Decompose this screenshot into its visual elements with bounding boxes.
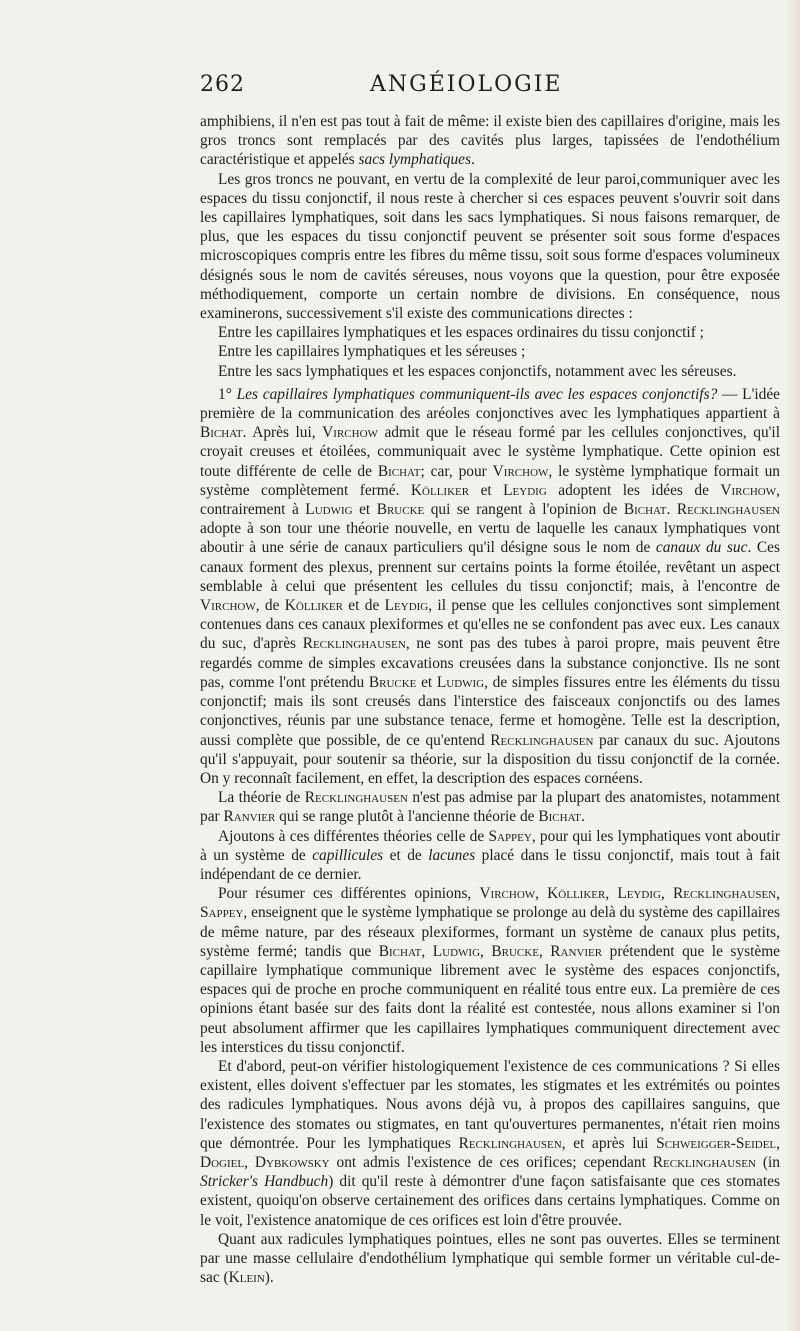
emphasis-text: Stricker's Handbuch	[200, 1173, 329, 1191]
body-text	[200, 112, 780, 1287]
emphasis-text: lacunes	[428, 846, 476, 864]
text-run: par canaux du suc. Ajoutons qu'il s'appuyait, pour soutenir sa théorie, sur la disposition du tissu conjonctif de la cornée. On y reconnaît facilement, en effet, la description des espaces cornéens.	[200, 731, 780, 787]
text-run: Les gros troncs ne pouvant, en vertu de la complexité de leur paroi,communiquer avec les espaces du tissu conjonctif, il nous reste à chercher si ces espaces peuvent s'ouvrir soit dans les capillaires lymphatiques, soit dans les sacs lymphatiques. Si nous faisons remarquer, de plus, que les espaces du tissu conjonctif peuvent se présenter soit sous forme d'espaces microscopiques compris entre les fibres du même tissu, soit sous forme d'espaces volumineux désignés sous le nom de cavités séreuses, nous voyons que la question, pour être exposée méthodiquement, comporte un certain nombre de divisions. En conséquence, nous examinerons, successivement s'il existe des communications directes :	[200, 170, 780, 323]
text-run: amphibiens, il n'en est pas tout à fait de même: il existe bien des capillaires d'origine, mais les gros troncs sont remplacés par des cavités plus larges, tapissées de l'endothélium caractéristique et appelés	[200, 113, 780, 169]
text-run: et	[469, 481, 504, 499]
emphasis-text: canaux du suc	[655, 539, 748, 557]
text-run: La théorie de	[218, 789, 305, 807]
author-name: Recklinghausen	[490, 731, 594, 749]
page-number: 262	[200, 72, 245, 97]
text-run: ,	[776, 885, 780, 903]
text-run: admit que le réseau formé par les cellules conjonctives, qu'il croyait creuses et étoilées, communiquait avec le système lymphatique. Cette opinion est toute différente de celle de	[200, 424, 780, 480]
text-run: .	[470, 151, 475, 169]
text-run: adopte à son tour une théorie nouvelle, en vertu de laquelle les canaux lymphatiques vont aboutir à une série de canaux particuliers qu'il désigne sous le nom de	[200, 520, 780, 557]
text-run: ,	[605, 885, 618, 903]
text-run: Entre les capillaires lymphatiques et les séreuses ;	[218, 343, 526, 361]
paragraph-0	[200, 112, 780, 170]
text-run: ,	[776, 1134, 780, 1152]
author-name: Recklinghausen	[672, 885, 777, 903]
text-run: , et après lui	[561, 1134, 657, 1152]
emphasis-text: sacs lymphatiques	[358, 151, 471, 169]
author-name: Kölliker	[284, 597, 343, 615]
author-name: Recklinghausen	[304, 789, 408, 807]
text-run: Ajoutons à ces différentes théories celle de	[218, 827, 489, 845]
text-run: prétendent que le système capillaire lymphatique communique librement avec le système des espaces conjonctifs, espaces qui de proche en proche communiquent en réalité tous entre eux. La première de ces opinions étant basée sur des faits dont la réalité est contestée, nous allons examiner si l'on peut absolument affirmer que les capillaires lymphatiques communiquent directement avec les interstices du tissu conjonctif.	[200, 942, 780, 1056]
text-run: ,	[660, 885, 673, 903]
emphasis-text: Les capillaires lymphatiques communiquent-ils avec les espaces conjonctifs?	[236, 385, 718, 403]
author-name: Klein	[228, 1269, 265, 1287]
text-run: — L'idée première de la communication des aréoles conjonctives avec les lymphatiques appartient à	[200, 385, 780, 423]
author-name: Bichat	[378, 942, 422, 960]
author-name: Recklinghausen	[302, 635, 406, 653]
author-name: Brucke	[376, 501, 425, 519]
text-run: , de	[255, 597, 285, 615]
author-name: Ludwig	[432, 942, 481, 960]
text-run: , contrairement à	[200, 481, 780, 519]
text-run: et	[352, 501, 377, 519]
text-run: n'est pas admise par la plupart des anatomistes, notamment par	[200, 789, 780, 826]
author-name: Ludwig	[436, 673, 485, 691]
text-run: , le système lymphatique formait un système complètement fermé.	[200, 462, 780, 499]
author-name: Virchow	[479, 885, 536, 903]
text-run: ,	[480, 942, 492, 960]
text-run: . Ces canaux forment des plexus, prennent sur certains points la forme étoilée, revêtant un aspect semblable à celui que présentent les cellules du tissu conjonctif; mais, à l'encontre de	[200, 539, 780, 595]
author-name: Leydig	[617, 885, 661, 903]
author-name: Kölliker	[410, 481, 470, 499]
text-run: ,	[538, 942, 551, 960]
author-name: Kölliker	[547, 885, 606, 903]
text-run: Et d'abord, peut-on vérifier histologiquement l'existence de ces communications ? Si elles existent, elles doivent s'effectuer par les stomates, les stigmates et les extrémités ou pointes des radicules lymphatiques. Nous avons déjà vu, à propos des capillaires sanguins, que l'existence des stomates ou stigmates, en tant qu'ouvertures permanentes, n'était rien moins que démontrée. Pour les lymphatiques	[200, 1057, 780, 1152]
paragraph-6	[200, 788, 780, 826]
text-run: qui se rangent à l'opinion de	[424, 501, 624, 519]
text-run: ; car, pour	[420, 462, 493, 480]
text-run: placé dans le tissu conjonctif, mais tout à fait indépendant de ce dernier.	[200, 846, 780, 883]
text-run: . Après lui,	[242, 424, 323, 442]
paragraph-3	[200, 342, 780, 361]
paragraph-8	[200, 884, 780, 1057]
text-run: ,	[244, 1153, 255, 1171]
author-name: Recklinghausen	[676, 501, 780, 519]
page-header	[0, 72, 800, 102]
author-name: Bichat	[377, 462, 421, 480]
author-name: Virchow	[492, 462, 549, 480]
author-name: Sappey	[200, 904, 244, 922]
author-name: Ludwig	[305, 501, 353, 519]
author-name: Sappey	[488, 827, 532, 845]
text-run: .	[581, 808, 585, 826]
text-run: ont admis l'existence de ces orifices; cependant	[329, 1153, 653, 1171]
author-name: Brucke	[491, 942, 539, 960]
text-run: , pour qui les lymphatiques vont aboutir à un système de	[200, 827, 781, 864]
text-run: , de simples fissures entre les éléments du tissu conjonctif; mais ils sont creusés dans l'interstice des faisceaux conjonctifs ou des lames conjonctives, réunis par une substance tenace, ferme et homogène. Telle est la description, aussi complète que possible, de ce qu'entend	[200, 673, 780, 749]
text-run: , il pense que les cellules conjonctives sont simplement contenues dans ces canaux plexiformes et qu'elles ne se confondent pas avec eux. Les canaux du suc, d'après	[200, 597, 780, 653]
paragraph-5	[200, 385, 780, 788]
author-name: Bichat	[538, 808, 582, 826]
text-run: et de	[383, 846, 429, 864]
text-run: Entre les sacs lymphatiques et les espaces conjonctifs, notamment avec les séreuses.	[218, 362, 737, 380]
paragraph-7	[200, 827, 780, 885]
author-name: Leydig	[384, 597, 429, 615]
text-run: adoptent les idées de	[546, 481, 721, 499]
text-run: et de	[342, 597, 385, 615]
text-run: qui se range plutôt à l'ancienne théorie de	[275, 808, 539, 826]
author-name: Virchow	[200, 597, 256, 615]
text-run: , enseignent que le système lymphatique se prolonge au delà du système des capillaires de même nature, par des réseaux plexiformes, formant un système de canaux plus petits, système fermé; tandis que	[200, 904, 780, 960]
text-run: ) dit qu'il reste à démontrer d'une façon satisfaisante que ces stomates existent, quoiqu'on observe certainement des orifices dans certains lymphatiques. Comme on le voit, l'existence anatomique de ces orifices est loin d'être prouvée.	[200, 1173, 780, 1229]
author-name: Virchow	[720, 481, 777, 499]
text-run: et	[416, 673, 437, 691]
author-name: Recklinghausen	[652, 1153, 756, 1171]
author-name: Bichat	[200, 424, 243, 442]
author-name: Schweigger-Seidel	[656, 1134, 777, 1152]
text-run: (in	[755, 1153, 780, 1171]
author-name: Ranvier	[223, 808, 276, 826]
author-name: Leydig	[503, 481, 547, 499]
paragraph-1	[200, 170, 780, 324]
paragraph-2	[200, 323, 780, 342]
text-run: ,	[421, 942, 433, 960]
author-name: Virchow	[322, 424, 378, 442]
paragraph-9	[200, 1057, 780, 1230]
running-title: ANGÉIOLOGIE	[370, 72, 563, 97]
paragraph-4	[200, 362, 780, 381]
text-run: 1°	[218, 385, 237, 403]
author-name: Dybkowsky	[254, 1153, 330, 1171]
text-run: Quant aux radicules lymphatiques pointues, elles ne sont pas ouvertes. Elles se terminent par une masse cellulaire d'endothélium lymphatique qui semble former un véritable cul-de-sac (	[200, 1230, 780, 1287]
author-name: Brucke	[368, 673, 417, 691]
text-run: , ne sont pas des tubes à paroi propre, mais peuvent être regardés comme de simples excavations creusées dans la substance conjonctive. Ils ne sont pas, comme l'ont prétendu	[200, 635, 780, 691]
author-name: Ranvier	[550, 942, 603, 960]
text-run: Entre les capillaires lymphatiques et les espaces ordinaires du tissu conjonctif ;	[218, 324, 704, 342]
text-run: ,	[535, 885, 548, 903]
text-run: ).	[264, 1269, 274, 1287]
author-name: Dogiel	[200, 1153, 245, 1171]
paragraph-10	[200, 1230, 780, 1288]
author-name: Bichat	[623, 501, 667, 519]
page-edge-shadow	[786, 0, 800, 1331]
author-name: Recklinghausen	[458, 1134, 562, 1152]
text-run: .	[666, 501, 677, 519]
emphasis-text: capillicules	[312, 846, 384, 864]
text-run: Pour résumer ces différentes opinions,	[218, 885, 480, 903]
